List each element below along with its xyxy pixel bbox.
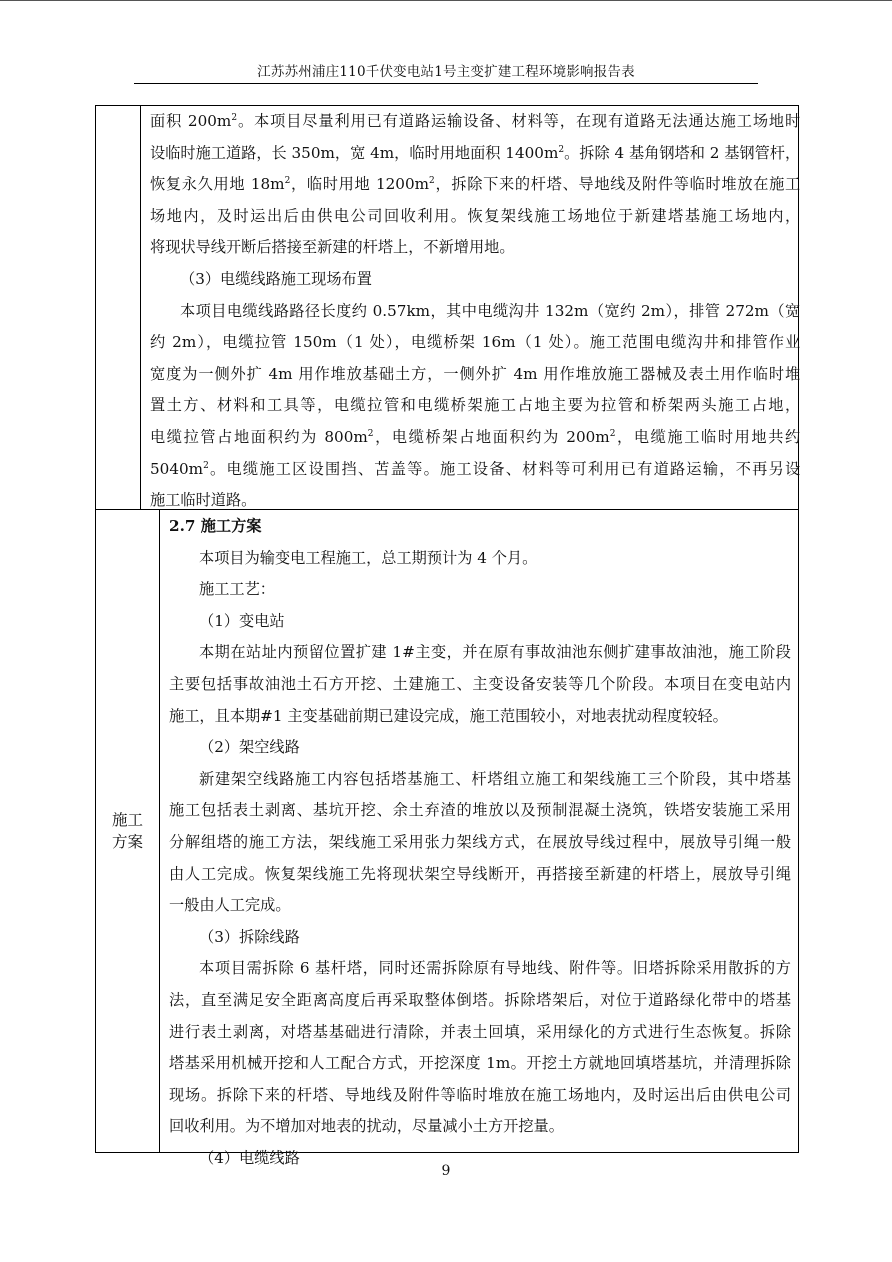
text-line: 法，直至满足安全距离高度后再采取整体倒塔。拆除塔架后，对位于道路绿化带中的塔基 (169, 990, 791, 1009)
row-label-cell (96, 106, 141, 509)
top-border-line (0, 0, 892, 1)
text-line: 进行表土剥离，对塔基基础进行清除，并表土回填，采用绿化的方式进行生态恢复。拆除 (169, 1022, 791, 1041)
text-line: 由人工完成。恢复架线施工先将现状架空导线断开，再搭接至新建的杆塔上，展放导引绳 (169, 864, 791, 883)
subsection-heading: （2）架空线路 (199, 738, 300, 757)
text-line: 施工临时道路。 (150, 491, 257, 510)
text-line: 本项目电缆线路路径长度约 0.57km，其中电缆沟井 132m（宽约 2m），排管 272m（宽 (180, 301, 801, 320)
page-number: 9 (441, 1163, 451, 1179)
row-label: 施工方案 (111, 811, 143, 851)
text-line: 将现状导线开断后搭接至新建的杆塔上，不新增用地。 (150, 238, 515, 257)
table-row (96, 510, 798, 1167)
text-line: 本项目为输变电工程施工，总工期预计为 4 个月。 (199, 548, 538, 567)
text-line: 主要包括事故油池土石方开挖、土建施工、主变设备安装等几个阶段。本项目在变电站内 (169, 674, 791, 693)
text-line: 面积 $200m^2$。本项目尽量利用已有道路运输设备、材料等，在现有道路无法通达施工场地时 (150, 112, 801, 130)
text-line: 约 2m），电缆拉管 150m（1 处），电缆桥架 16m（1 处）。施工范围电缆沟井和排管作业 (150, 333, 801, 352)
text-line: 新建架空线路施工内容包括塔基施工、杆塔组立施工和架线施工三个阶段，其中塔基 (199, 769, 791, 788)
text-line: 本期在站址内预留位置扩建 1#主变，并在原有事故油池东侧扩建事故油池，施工阶段 (199, 643, 791, 662)
table-row (96, 106, 801, 510)
row-label-cell (96, 510, 160, 1152)
row-content-cell (141, 106, 807, 509)
text-line: 回收利用。为不增加对地表的扰动，尽量减小土方开挖量。 (169, 1117, 564, 1136)
text-line: 设临时施工道路，长 350m，宽 4m，临时用地面积 $1400m^2$。拆除 4 基角钢塔和 2 基钢管杆， (150, 143, 801, 162)
content-table (95, 105, 801, 1167)
subsection-heading: （1）变电站 (199, 611, 285, 630)
section-heading: 2.7 施工方案 (169, 517, 262, 535)
text-line: 本项目需拆除 6 基杆塔，同时还需拆除原有导地线、附件等。旧塔拆除采用散拆的方 (199, 959, 791, 978)
text-line: 一般由人工完成。 (169, 896, 291, 915)
subsection-heading: （3）拆除线路 (199, 927, 300, 946)
text-line: 置土方、材料和工具等，电缆拉管和电缆桥架施工占地主要为拉管和桥架两头施工占地， (150, 396, 801, 415)
header-rule (134, 83, 758, 84)
subsection-heading: （4）电缆线路 (199, 1148, 300, 1167)
text-line: 分解组塔的施工方法，架线施工采用张力架线方式，在展放导线过程中，展放导引绳一般 (169, 832, 791, 851)
document-header-title: 江苏苏州浦庄110千伏变电站1号主变扩建工程环境影响报告表 (257, 64, 635, 80)
text-line: 施工工艺： (199, 580, 275, 599)
text-line: 电缆拉管占地面积约为 $800m^2$，电缆桥架占地面积约为 $200m^2$，电缆施工临时用地共约 (150, 427, 801, 446)
text-line: 现场。拆除下来的杆塔、导地线及附件等临时堆放在施工场地内，及时运出后由供电公司 (169, 1085, 791, 1104)
text-line: 宽度为一侧外扩 4m 用作堆放基础土方，一侧外扩 4m 用作堆放施工器械及表土用作临时堆 (150, 364, 801, 383)
text-line: 场地内，及时运出后由供电公司回收利用。恢复架线施工场地位于新建塔基施工场地内， (150, 206, 801, 225)
text-line: 恢复永久用地 $18m^2$，临时用地 $1200m^2$，拆除下来的杆塔、导地线及附件等临时堆放在施工 (150, 175, 801, 194)
row-content-cell (160, 510, 798, 1167)
subsection-heading: （3）电缆线路施工现场布置 (180, 269, 372, 288)
text-line: 施工包括表土剥离、基坑开挖、余土弃渣的堆放以及预制混凝土浇筑，铁塔安装施工采用 (169, 801, 791, 820)
text-line: 塔基采用机械开挖和人工配合方式，开挖深度 1m。开挖土方就地回填塔基坑，并清理拆除 (169, 1054, 791, 1073)
text-line: 施工，且本期#1 主变基础前期已建设完成，施工范围较小，对地表扰动程度较轻。 (169, 706, 728, 725)
text-line: $5040m^2$。电缆施工区设围挡、苫盖等。施工设备、材料等可利用已有道路运输，不再另设 (150, 459, 801, 478)
